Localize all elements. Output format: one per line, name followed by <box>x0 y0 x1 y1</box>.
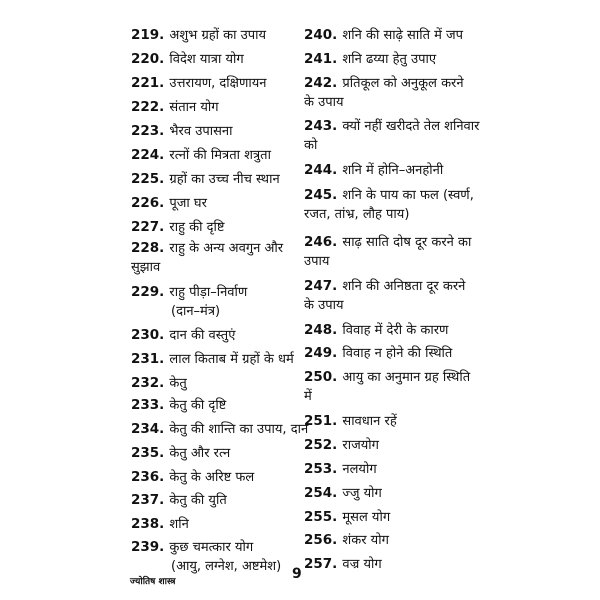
toc-entry <box>304 231 476 271</box>
entry-title: शनि में होनि–अनहोनी <box>342 163 444 178</box>
entry-number: 226. <box>131 195 165 211</box>
entry-number: 220. <box>131 51 165 67</box>
toc-entry <box>304 482 476 503</box>
entry-title: केतु <box>169 376 187 391</box>
toc-entry <box>131 48 301 69</box>
toc-entry <box>131 192 301 213</box>
entry-number: 246. <box>304 234 338 250</box>
toc-entry <box>304 319 476 340</box>
entry-title: शनि ढय्या हेतु उपाए <box>342 52 437 67</box>
entry-title: आयु का अनुमान ग्रह स्थिति <box>342 370 471 385</box>
entry-number: 255. <box>304 509 338 525</box>
toc-entry <box>131 418 309 439</box>
entry-number: 221. <box>131 75 165 91</box>
entry-title: मूसल योग <box>342 510 391 525</box>
toc-entry <box>131 168 301 189</box>
entry-number: 234. <box>131 421 165 437</box>
entry-title: रत्नों की मित्रता शत्रुता <box>169 148 271 163</box>
entry-title-continuation: के उपाय <box>304 298 344 313</box>
entry-number: 237. <box>131 492 165 508</box>
entry-title: क्यों नहीं खरीदते तेल शनिवार <box>342 119 480 134</box>
entry-number: 253. <box>304 461 338 477</box>
toc-entry <box>131 372 301 393</box>
entry-title: ज्जु योग <box>342 486 382 501</box>
entry-number: 223. <box>131 123 165 139</box>
entry-title: कुछ चमत्कार योग <box>169 540 254 555</box>
entry-number: 240. <box>304 27 338 43</box>
entry-title: दान की वस्तुएं <box>169 328 236 343</box>
entry-number: 245. <box>304 187 338 203</box>
entry-title: वज्र योग <box>342 557 382 572</box>
entry-number: 243. <box>304 118 338 134</box>
toc-entry <box>131 216 301 237</box>
entry-number: 247. <box>304 278 338 294</box>
entry-title-continuation: में <box>304 389 312 404</box>
entry-number: 222. <box>131 99 165 115</box>
entry-title: ग्रहों का उच्च नीच स्थान <box>169 172 280 187</box>
toc-entry <box>131 466 301 487</box>
entry-number: 233. <box>131 397 165 413</box>
toc-entry <box>304 115 480 155</box>
entry-title: प्रतिकूल को अनुकूल करने <box>342 76 464 91</box>
toc-entry <box>131 489 301 510</box>
entry-title: राजयोग <box>342 438 379 453</box>
toc-entry <box>131 72 301 93</box>
entry-title: विवाह न होने की स्थिति <box>342 346 453 361</box>
toc-entry <box>131 96 301 117</box>
toc-entry <box>304 72 476 112</box>
toc-entry <box>304 48 476 69</box>
entry-number: 248. <box>304 322 338 338</box>
footer-book-title: ज्योतिष शास्त्र <box>130 577 176 587</box>
toc-entry <box>131 144 301 165</box>
toc-entry <box>304 410 476 431</box>
entry-title: विवाह में देरी के कारण <box>342 323 449 338</box>
entry-title: शंकर योग <box>342 533 389 548</box>
toc-entry <box>304 434 476 455</box>
toc-entry <box>304 506 476 527</box>
toc-entry <box>304 366 476 406</box>
toc-entry <box>304 342 476 363</box>
toc-entry <box>304 553 476 574</box>
entry-title-continuation: सुझाव <box>131 260 161 275</box>
entry-title: संतान योग <box>169 100 219 115</box>
page-number: 9 <box>292 566 302 582</box>
toc-entry <box>131 237 301 277</box>
toc-entry <box>131 324 301 345</box>
toc-entry <box>304 159 476 180</box>
toc-entry <box>304 275 476 315</box>
entry-title-continuation: रजत, तांभ्र, लौह पाय) <box>304 207 410 222</box>
entry-title: केतु के अरिष्ट फल <box>169 470 255 485</box>
entry-number: 251. <box>304 413 338 429</box>
entry-title-continuation: (आयु, लग्नेश, अष्टमेश) <box>171 559 282 574</box>
entry-title: शनि की अनिष्ठता दूर करने <box>342 279 466 294</box>
entry-title: राहु के अन्य अवगुन और <box>169 241 284 256</box>
toc-entry <box>304 184 476 224</box>
entry-title: सावधान रहें <box>342 414 397 429</box>
entry-title-continuation: उपाय <box>304 254 330 269</box>
entry-title: उत्तरायण, दक्षिणायन <box>169 76 267 91</box>
entry-title: राहु की दृष्टि <box>169 220 225 235</box>
entry-title: केतु और रत्न <box>169 446 231 461</box>
entry-title: भैरव उपासना <box>169 124 233 139</box>
entry-number: 252. <box>304 437 338 453</box>
entry-number: 228. <box>131 240 165 256</box>
entry-title-continuation: (दान–मंत्र) <box>171 304 221 319</box>
toc-entry <box>131 348 301 369</box>
entry-number: 231. <box>131 351 165 367</box>
entry-title: लाल किताब में ग्रहों के धर्म <box>169 352 294 367</box>
entry-number: 229. <box>131 284 165 300</box>
entry-title: केतु की शान्ति का उपाय, दान <box>169 422 309 437</box>
entry-title-continuation: के उपाय <box>304 95 344 110</box>
entry-number: 235. <box>131 445 165 461</box>
entry-number: 254. <box>304 485 338 501</box>
toc-entry <box>304 529 476 550</box>
toc-entry <box>131 442 301 463</box>
entry-number: 250. <box>304 369 338 385</box>
entry-title: अशुभ ग्रहों का उपाय <box>169 28 267 43</box>
entry-title-continuation: को <box>304 138 318 153</box>
entry-number: 227. <box>131 219 165 235</box>
entry-number: 230. <box>131 327 165 343</box>
entry-number: 257. <box>304 556 338 572</box>
entry-title: शनि के पाय का फल (स्वर्ण, <box>342 188 474 203</box>
toc-entry <box>131 281 301 321</box>
entry-number: 244. <box>304 162 338 178</box>
toc-entry <box>304 458 476 479</box>
toc-entry <box>131 394 301 415</box>
toc-entry <box>304 24 476 45</box>
entry-title: राहु पीड़ा–निर्वाण <box>169 285 248 300</box>
entry-number: 256. <box>304 532 338 548</box>
toc-entry <box>131 24 301 45</box>
entry-number: 219. <box>131 27 165 43</box>
entry-title: शनि की साढ़े साति में जप <box>342 28 464 43</box>
entry-number: 249. <box>304 345 338 361</box>
entry-number: 232. <box>131 375 165 391</box>
toc-entry <box>131 513 301 534</box>
entry-title: केतु की युति <box>169 493 227 508</box>
entry-title: साढ़ साति दोष दूर करने का <box>342 235 472 250</box>
entry-number: 224. <box>131 147 165 163</box>
entry-title: नलयोग <box>342 462 377 477</box>
toc-entry <box>131 536 301 576</box>
entry-title: केतु की दृष्टि <box>169 398 227 413</box>
entry-title: पूजा घर <box>169 196 207 211</box>
entry-number: 242. <box>304 75 338 91</box>
entry-title: विदेश यात्रा योग <box>169 52 244 67</box>
entry-number: 225. <box>131 171 165 187</box>
entry-title: शनि <box>169 517 189 532</box>
entry-number: 236. <box>131 469 165 485</box>
toc-entry <box>131 120 301 141</box>
entry-number: 238. <box>131 516 165 532</box>
entry-number: 241. <box>304 51 338 67</box>
entry-number: 239. <box>131 539 165 555</box>
